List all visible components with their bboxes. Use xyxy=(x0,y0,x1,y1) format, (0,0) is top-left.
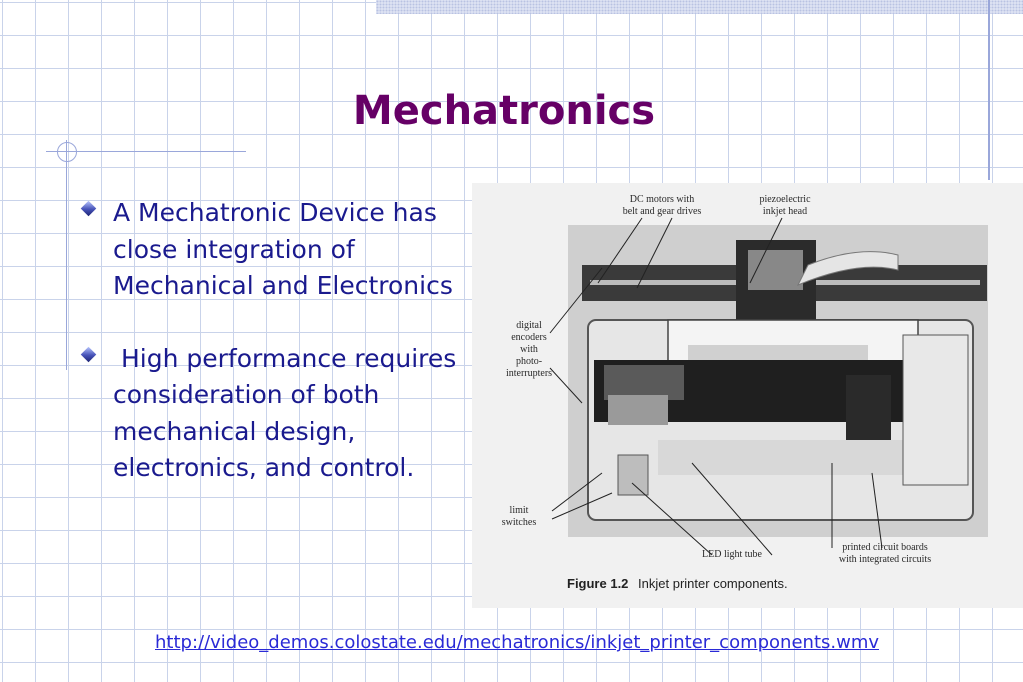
video-link[interactable]: http://video_demos.colostate.edu/mechatronics/inkjet_printer_components.wmv xyxy=(155,632,880,653)
label-printed-circuit-boards: printed circuit boards with integrated circuits xyxy=(838,542,932,565)
bullet-text: High performance requires consideration of both mechanical design, electronics, and control. xyxy=(113,343,465,482)
decorative-circle xyxy=(57,142,77,162)
diamond-bullet-icon xyxy=(81,201,97,217)
label-led-light-tube: LED light tube xyxy=(702,549,762,560)
figure-caption xyxy=(567,576,788,591)
label-digital-encoders: digital encoders with photo- interrupters xyxy=(505,320,553,379)
figure-caption-text: Inkjet printer components. xyxy=(638,576,788,591)
label-dc-motors: DC motors with belt and gear drives xyxy=(622,194,702,217)
bullet-text: A Mechatronic Device has close integration of Mechanical and Electronics xyxy=(113,198,453,300)
decorative-left-line xyxy=(66,140,67,370)
inkjet-printer-figure xyxy=(472,183,1023,608)
bullet-item xyxy=(80,195,470,305)
slide-title: Mechatronics xyxy=(352,88,656,134)
diamond-bullet-icon xyxy=(81,346,97,362)
bullet-item xyxy=(80,341,470,487)
label-limit-switches: limit switches xyxy=(501,505,537,528)
header-decoration-band xyxy=(376,0,1023,14)
label-piezo-head: piezoelectric inkjet head xyxy=(759,194,811,217)
bullet-list xyxy=(80,195,470,523)
figure-caption-number: Figure 1.2 xyxy=(567,576,629,591)
